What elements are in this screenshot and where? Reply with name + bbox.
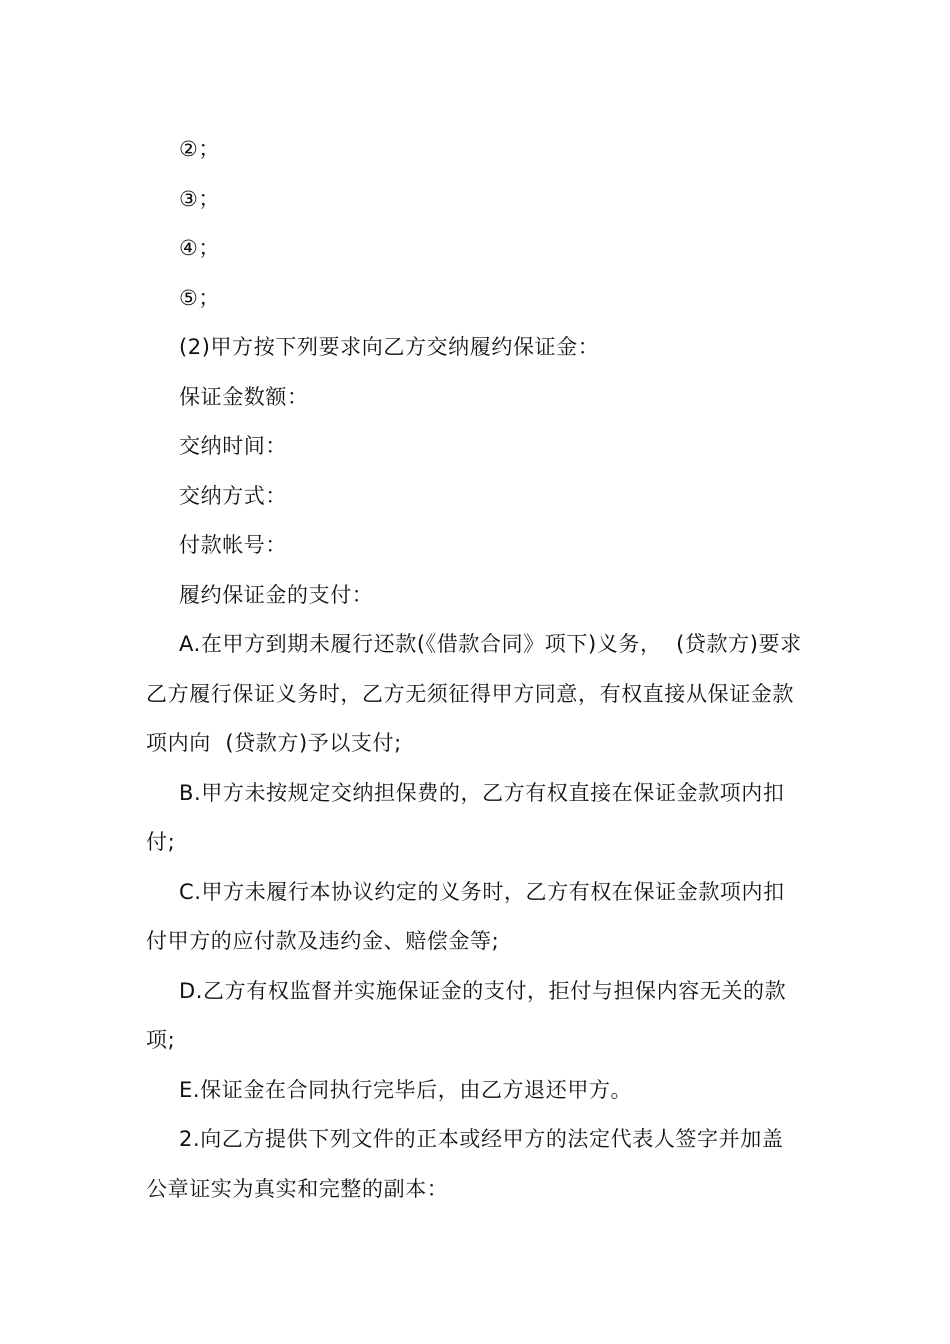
list-item-4: ④； [179, 236, 221, 260]
deposit-payment-heading: 履约保证金的支付： [179, 582, 374, 607]
payment-time-field: 交纳时间： [179, 434, 287, 458]
clause-d: D.乙方有权监督并实施保证金的支付，拒付与担保内容无关的款项; [146, 978, 787, 1052]
list-item-5: ⑤； [179, 285, 221, 310]
clause-c: C.甲方未履行本协议约定的义务时，乙方有权在保证金款项内扣付甲方的应付款及违约金、赔偿金等; [146, 879, 785, 953]
payment-method-field: 交纳方式： [179, 483, 287, 508]
list-item-2: ②； [179, 137, 221, 161]
document-body [146, 125, 802, 1214]
clause-a: A.在甲方到期未履行还款(《借款合同》项下)义务， (贷款方)要求乙方履行保证义务时，乙方无须征得甲方同意，有权直接从保证金款项内向 (贷款方)予以支付; [146, 632, 802, 755]
list-item-3: ③； [179, 186, 221, 211]
payment-account-field: 付款帐号： [179, 533, 287, 557]
documents-requirement: 2.向乙方提供下列文件的正本或经甲方的法定代表人签字并加盖公章证实为真实和完整的副本： [146, 1127, 784, 1201]
deposit-requirements-heading: (2)甲方按下列要求向乙方交纳履约保证金： [179, 335, 600, 359]
clause-e: E.保证金在合同执行完毕后，由乙方退还甲方。 [179, 1077, 633, 1102]
deposit-amount-field: 保证金数额： [179, 384, 309, 409]
clause-b: B.甲方未按规定交纳担保费的，乙方有权直接在保证金款项内扣付; [146, 780, 785, 854]
